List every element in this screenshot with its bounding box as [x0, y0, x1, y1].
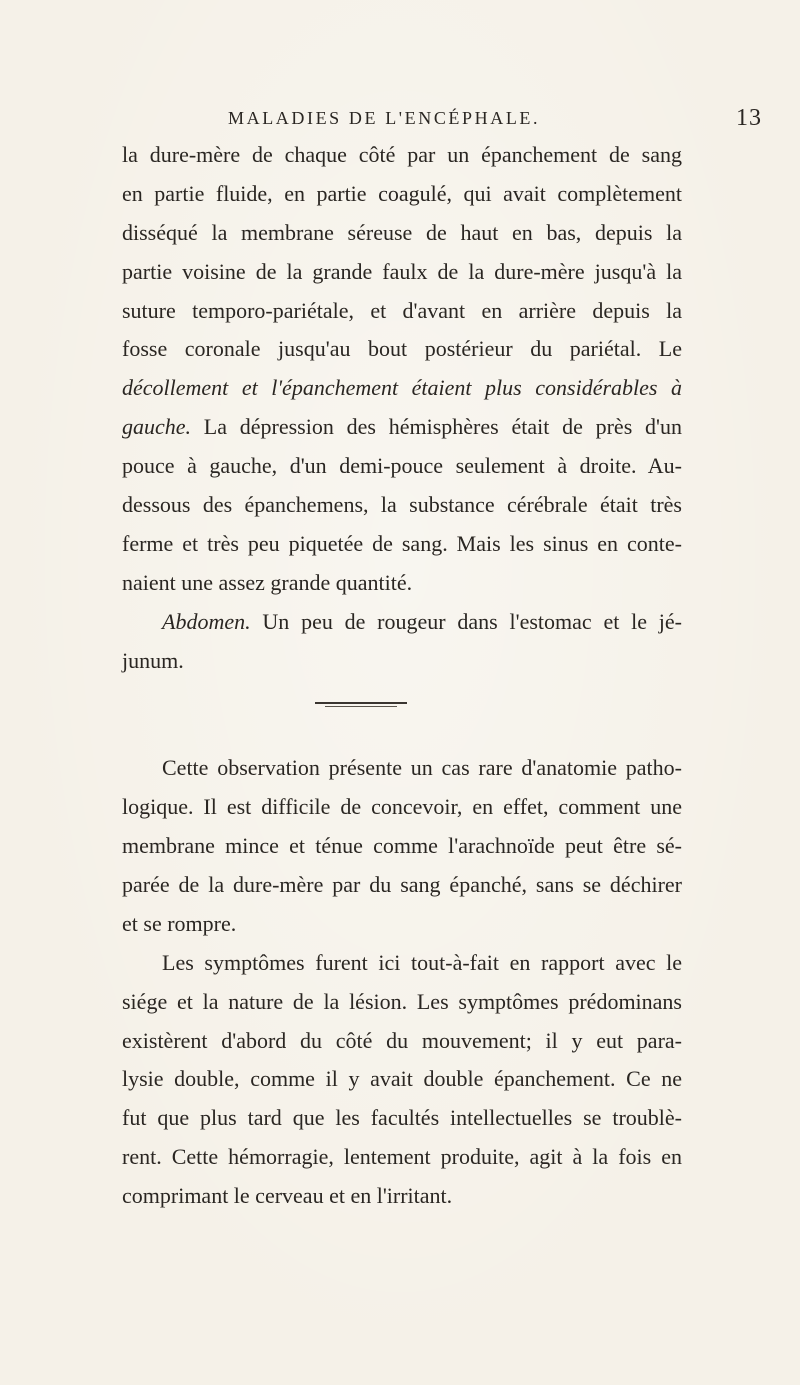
text-line: existèrent d'abord du côté du mouvement; il y eut para-: [122, 1027, 682, 1053]
abdomen-label: Abdomen.: [162, 608, 251, 634]
text-line: [122, 603, 682, 642]
text-line: Les symptômes furent ici tout-à-fait en rapport avec le: [162, 949, 682, 975]
running-head: MALADIES DE L'ENCÉPHALE.: [228, 108, 541, 128]
text-line: logique. Il est difficile de concevoir, en effet, comment une: [122, 794, 682, 820]
text-line: fosse coronale jusqu'au bout postérieur du pariétal. Le: [122, 336, 682, 362]
text-line: pouce à gauche, d'un demi-pouce seulement à droite. Au-: [122, 453, 682, 479]
text-line: parée de la dure-mère par du sang épanché, sans se déchirer: [122, 872, 682, 898]
italic-text: gauche.: [122, 414, 192, 440]
text-line: dessous des épanchemens, la substance cérébrale était très: [122, 492, 682, 518]
text-line: la dure-mère de chaque côté par un épanchement de sang: [122, 142, 682, 167]
text-line: suture temporo-pariétale, et d'avant en arrière depuis la: [122, 297, 682, 323]
text-line: comprimant le cerveau et en l'irritant.: [122, 1183, 453, 1209]
text-line: [122, 408, 682, 447]
separator-rule: [325, 706, 397, 707]
italic-text: décollement et l'épanchement étaient plus considérables à: [122, 375, 682, 401]
text-line: et se rompre.: [122, 910, 237, 936]
section-separator: [122, 680, 682, 719]
text-line: membrane mince et ténue comme l'arachnoïde peut être sé-: [122, 833, 682, 859]
spacer: [122, 719, 682, 749]
text-line: fut que plus tard que les facultés intellectuelles se troublè-: [122, 1105, 682, 1131]
text-fragment: Un peu de rougeur dans l'estomac et le jé-: [250, 608, 682, 634]
text-line-italic: [122, 369, 682, 408]
text-line: naient une assez grande quantité.: [122, 569, 413, 595]
text-line: en partie fluide, en partie coagulé, qui avait complètement: [122, 180, 682, 206]
text-line: Cette observation présente un cas rare d'anatomie patho-: [162, 755, 682, 781]
text-line: disséqué la membrane séreuse de haut en bas, depuis la: [122, 219, 682, 245]
text-line: lysie double, comme il y avait double épanchement. Ce ne: [122, 1066, 682, 1092]
text-line: partie voisine de la grande faulx de la dure-mère jusqu'à la: [122, 258, 682, 284]
text-fragment: La dépression des hémisphères était de près d'un: [191, 414, 682, 440]
page-number: 13: [736, 105, 762, 131]
separator-rule: [315, 702, 407, 704]
text-line: siége et la nature de la lésion. Les symptômes prédominans: [122, 988, 682, 1014]
text-line: rent. Cette hémorragie, lentement produite, agit à la fois en: [122, 1144, 682, 1170]
text-line: junum.: [122, 647, 184, 673]
page-header: [0, 98, 800, 138]
text-line: ferme et très peu piquetée de sang. Mais les sinus en conte-: [122, 530, 682, 556]
body-text: [122, 136, 682, 1216]
